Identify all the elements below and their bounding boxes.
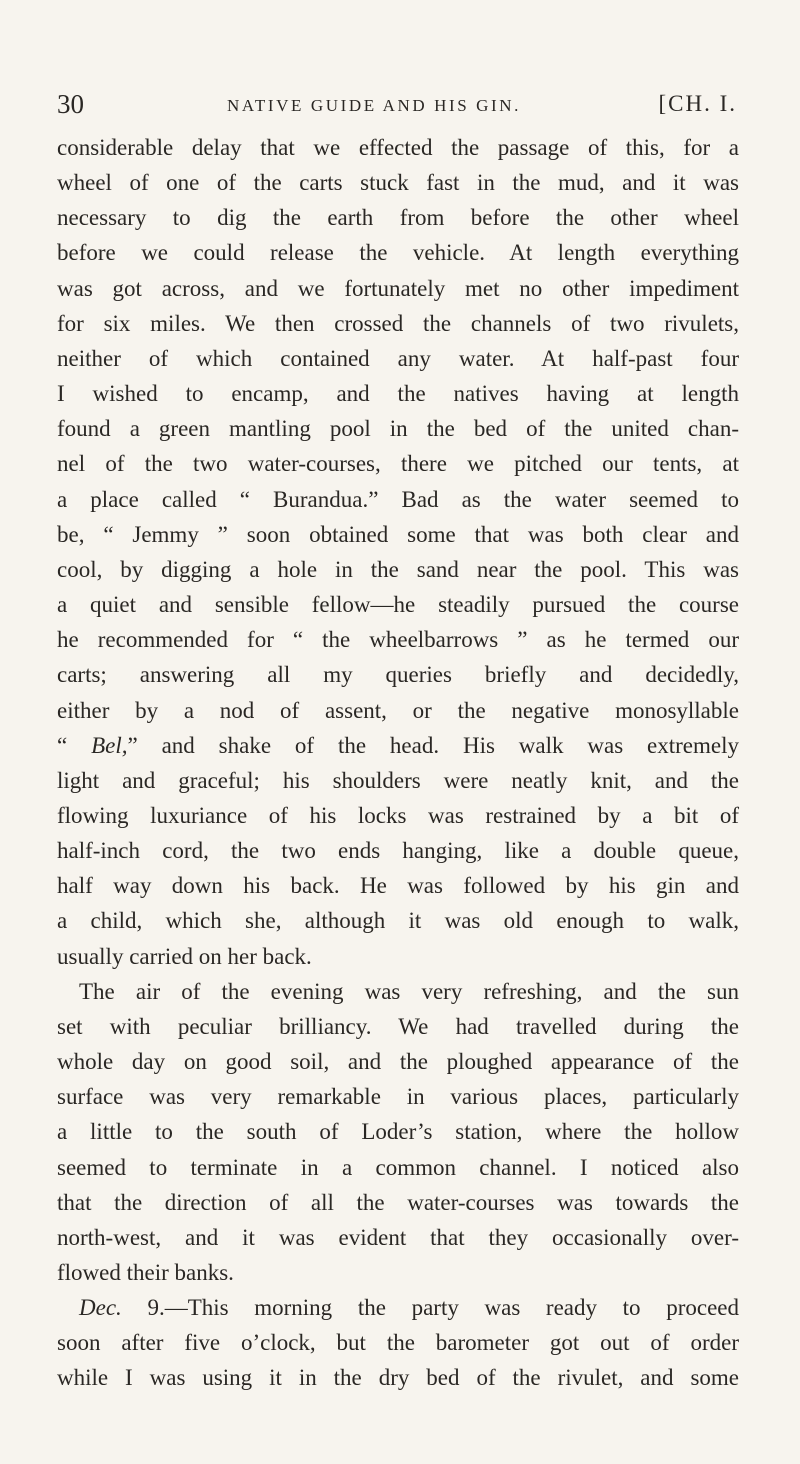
text-line [57,552,739,587]
running-title: NATIVE GUIDE AND HIS GIN. [227,96,522,115]
text-line [57,1044,739,1079]
line-text: flowed their banks. [57,1260,234,1285]
line-text: was got across, and we fortunately met no other impediment [57,275,739,301]
line-text: he recommended for “ the wheelbarrows ” as he termed our [57,627,739,653]
page-number: 30 [57,89,84,119]
line-text: nel of the two water-courses, there we pitched our tents, at [57,451,739,477]
text-line [57,200,739,235]
line-text: flowing luxuriance of his locks was restrained by a bit of [57,802,739,828]
text-line [57,446,739,481]
text-line [57,974,739,1009]
line-text: considerable delay that we effected the passage of this, for a [57,135,739,160]
text-line [57,693,739,728]
text-line [57,798,739,833]
line-text: a child, which she, although it was old enough to walk, [57,908,739,934]
text-line [57,763,739,798]
line-text: whole day on good soil, and the ploughed appearance of the [57,1049,739,1075]
line-text: a quiet and sensible fellow—he steadily pursued the course [57,592,739,618]
line-text: either by a nod of assent, or the negative monosyllable [57,697,739,723]
text-line [57,1009,739,1044]
text-line [57,517,739,552]
line-text: north-west, and it was evident that they occasionally over- [57,1224,739,1250]
text-line [57,833,739,868]
line-text: seemed to terminate in a common channel. I noticed also [57,1154,739,1180]
text-line [57,271,739,306]
text-line [57,341,739,376]
line-text: neither of which contained any water. At half-past four [57,345,739,371]
text-line [57,587,739,622]
text-line [57,1150,739,1185]
text-line [57,903,739,938]
text-line [57,306,739,341]
text-line [57,868,739,903]
line-text: while I was using it in the dry bed of the rivulet, and some [57,1365,739,1391]
text-line [57,1255,739,1290]
text-line [57,657,739,692]
line-text: The air of the evening was very refreshing, and the sun [79,978,739,1004]
line-text-post: ” and shake of the head. His walk was extremely [127,732,739,758]
line-text: set with peculiar brilliancy. We had travelled during the [57,1013,739,1039]
line-text: that the direction of all the water-courses was towards the [57,1189,739,1215]
line-text: a little to the south of Loder’s station, where the hollow [57,1119,739,1145]
text-line [57,939,739,974]
line-text-post: 9.—This morning the party was ready to proceed [121,1295,739,1321]
line-text: necessary to dig the earth from before the other wheel [57,205,739,231]
line-text-italic: Dec. [79,1295,122,1321]
line-text-pre: “ [57,732,92,758]
line-text: half way down his back. He was followed by his gin and [57,873,739,899]
text-line [57,130,739,165]
line-text: soon after five o’clock, but the barometer got out of order [57,1330,739,1356]
text-line [57,622,739,657]
text-line [57,235,739,270]
line-text: I wished to encamp, and the natives having at length [57,381,739,407]
text-line [57,411,739,446]
line-text: found a green mantling pool in the bed of the united chan- [57,416,739,442]
text-line [57,1220,739,1255]
line-text: half-inch cord, the two ends hanging, like a double queue, [57,838,739,864]
line-text: a place called “ Burandua.” Bad as the water seemed to [57,486,739,512]
line-text: cool, by digging a hole in the sand near the pool. This was [57,556,739,582]
line-text: wheel of one of the carts stuck fast in the mud, and it was [57,170,739,196]
text-line [57,1290,739,1325]
line-text: light and graceful; his shoulders were neatly knit, and the [57,767,739,793]
text-line [57,482,739,517]
line-text: surface was very remarkable in various places, particularly [57,1084,739,1110]
line-text: for six miles. We then crossed the channels of two rivulets, [57,310,739,336]
text-line [57,1185,739,1220]
line-text: carts; answering all my queries briefly and decidedly, [57,662,739,688]
line-text-italic: Bel, [91,732,128,758]
text-line [57,165,739,200]
page-header [57,88,737,120]
text-line [57,1325,739,1360]
body-text [57,130,739,1396]
text-line [57,1079,739,1114]
text-line [57,1360,739,1395]
text-line [57,1114,739,1149]
line-text: usually carried on her back. [57,943,312,969]
text-line [57,376,739,411]
line-text: be, “ Jemmy ” soon obtained some that was both clear and [57,521,739,547]
chapter-reference: [CH. I. [658,91,737,116]
line-text: before we could release the vehicle. At length everything [57,240,739,266]
text-line [57,728,739,763]
